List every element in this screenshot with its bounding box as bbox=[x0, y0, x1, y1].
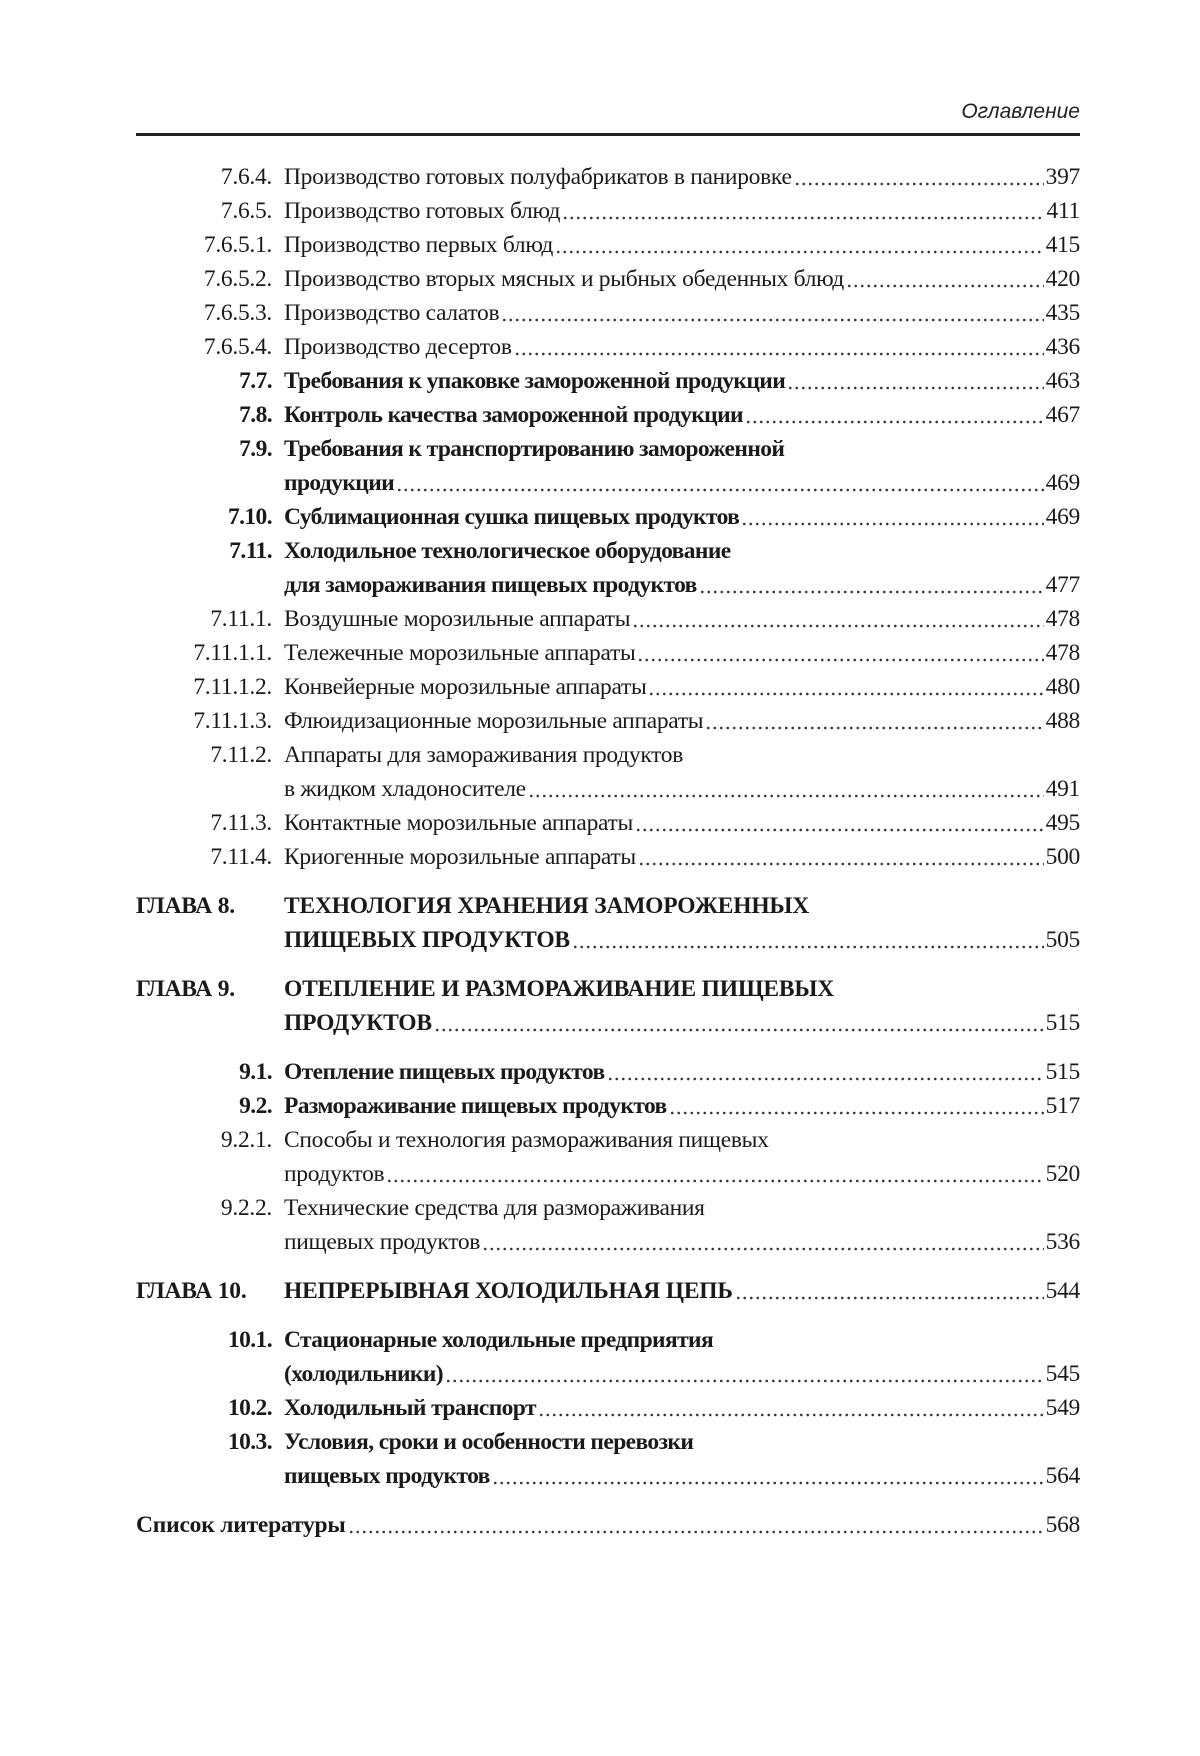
toc-entry bbox=[136, 1123, 1080, 1191]
toc-entry-number: 7.11.2. bbox=[136, 738, 272, 806]
toc-entry bbox=[136, 1089, 1080, 1123]
toc-entry-page: 545 bbox=[1046, 1357, 1080, 1391]
toc-entry-title: Производство первых блюд bbox=[284, 228, 553, 262]
dot-leader bbox=[514, 346, 1044, 356]
toc-entry-title: НЕПРЕРЫВНАЯ ХОЛОДИЛЬНАЯ ЦЕПЬ bbox=[284, 1274, 733, 1308]
dot-leader bbox=[572, 939, 1044, 949]
toc-entry-title: Условия, сроки и особенности перевозки bbox=[284, 1425, 693, 1459]
toc-entry-title: Воздушные морозильные аппараты bbox=[284, 602, 630, 636]
toc-entry-number: 7.11.3. bbox=[136, 806, 272, 840]
toc-entry-number: 9.2.2. bbox=[136, 1191, 272, 1259]
toc-entry-number: 7.11. bbox=[136, 534, 272, 602]
toc-entry-number: 7.11.4. bbox=[136, 840, 272, 874]
toc-entry-number: 10.3. bbox=[136, 1425, 272, 1493]
toc-entry-title: пищевых продуктов bbox=[284, 1225, 480, 1259]
toc-entry-page: 536 bbox=[1046, 1225, 1080, 1259]
toc-entry-page: 435 bbox=[1046, 296, 1080, 330]
toc-entry-title: Холодильный транспорт bbox=[284, 1391, 536, 1425]
toc-entry-number: 7.11.1.2. bbox=[136, 670, 272, 704]
toc-entry-page: 500 bbox=[1046, 840, 1080, 874]
toc-entry bbox=[136, 1425, 1080, 1493]
toc-entry-title: Производство готовых блюд bbox=[284, 194, 560, 228]
dot-leader bbox=[528, 788, 1044, 798]
dot-leader bbox=[745, 414, 1044, 424]
toc-entry-title: Способы и технология размораживания пищевых bbox=[284, 1123, 769, 1157]
toc-entry bbox=[136, 670, 1080, 704]
dot-leader bbox=[482, 1241, 1044, 1251]
toc-entry-title: Список литературы bbox=[136, 1508, 346, 1542]
dot-leader bbox=[669, 1105, 1044, 1115]
toc-entry-page: 488 bbox=[1046, 704, 1080, 738]
toc-entry bbox=[136, 1055, 1080, 1089]
toc-entry-page: 515 bbox=[1046, 1055, 1080, 1089]
toc-entry-title: Аппараты для замораживания продуктов bbox=[284, 738, 683, 772]
dot-leader bbox=[538, 1407, 1044, 1417]
toc-entry-page: 420 bbox=[1046, 262, 1080, 296]
toc-entry bbox=[136, 194, 1080, 228]
toc-entry-title: продуктов bbox=[284, 1157, 384, 1191]
toc-entry-title: Контроль качества замороженной продукции bbox=[284, 398, 743, 432]
toc-entry-title: (холодильники) bbox=[284, 1357, 443, 1391]
toc-entry-title: Производство вторых мясных и рыбных обеденных блюд bbox=[284, 262, 844, 296]
toc-entry bbox=[136, 500, 1080, 534]
toc-entry-page: 411 bbox=[1047, 194, 1080, 228]
toc-entry bbox=[136, 534, 1080, 602]
toc-entry bbox=[136, 889, 1080, 957]
toc-entry bbox=[136, 432, 1080, 500]
toc-entry-page: 549 bbox=[1046, 1391, 1080, 1425]
toc-entry-page: 478 bbox=[1046, 602, 1080, 636]
toc-entry-title: Размораживание пищевых продуктов bbox=[284, 1089, 667, 1123]
toc-entry-title: Контактные морозильные аппараты bbox=[284, 806, 633, 840]
dot-leader bbox=[637, 652, 1043, 662]
running-head: Оглавление bbox=[136, 100, 1080, 124]
dot-leader bbox=[735, 1290, 1044, 1300]
dot-leader bbox=[434, 1022, 1044, 1032]
toc-entry-page: 436 bbox=[1046, 330, 1080, 364]
toc-entry-number: ГЛАВА 8. bbox=[136, 889, 272, 957]
toc-entry-page: 469 bbox=[1046, 500, 1080, 534]
toc-entry bbox=[136, 330, 1080, 364]
toc-entry-number: 7.8. bbox=[136, 398, 272, 432]
toc-entry-title: Требования к транспортированию замороженной bbox=[284, 432, 784, 466]
toc-entry-page: 478 bbox=[1046, 636, 1080, 670]
dot-leader bbox=[555, 244, 1044, 254]
toc-entry bbox=[136, 1508, 1080, 1542]
toc-entry-number: 7.7. bbox=[136, 364, 272, 398]
toc-entry-number: 7.6.5.4. bbox=[136, 330, 272, 364]
toc-entry-title: Флюидизационные морозильные аппараты bbox=[284, 704, 703, 738]
dot-leader bbox=[386, 1173, 1043, 1183]
toc-entry-number: ГЛАВА 9. bbox=[136, 972, 272, 1040]
dot-leader bbox=[794, 176, 1044, 186]
dot-leader bbox=[787, 380, 1043, 390]
dot-leader bbox=[445, 1373, 1044, 1383]
toc-entry-page: 564 bbox=[1046, 1459, 1080, 1493]
dot-leader bbox=[638, 856, 1044, 866]
toc-entry-number: 10.1. bbox=[136, 1323, 272, 1391]
toc-entry bbox=[136, 296, 1080, 330]
dot-leader bbox=[632, 618, 1043, 628]
toc-entry-title: Холодильное технологическое оборудование bbox=[284, 534, 731, 568]
toc-entry-title: Производство готовых полуфабрикатов в панировке bbox=[284, 160, 792, 194]
toc-entry-title: Криогенные морозильные аппараты bbox=[284, 840, 636, 874]
toc-entry-page: 544 bbox=[1046, 1274, 1080, 1308]
toc-entry bbox=[136, 972, 1080, 1040]
toc-entry-number: 7.11.1.3. bbox=[136, 704, 272, 738]
toc-entry-title: Конвейерные морозильные аппараты bbox=[284, 670, 646, 704]
dot-leader bbox=[562, 210, 1044, 220]
table-of-contents bbox=[136, 160, 1080, 1542]
toc-entry-title: Технические средства для размораживания bbox=[284, 1191, 705, 1225]
dot-leader bbox=[492, 1475, 1044, 1485]
dot-leader bbox=[607, 1071, 1044, 1081]
dot-leader bbox=[501, 312, 1043, 322]
dot-leader bbox=[846, 278, 1044, 288]
toc-entry-title: Отепление пищевых продуктов bbox=[284, 1055, 605, 1089]
dot-leader bbox=[741, 516, 1043, 526]
toc-entry-title: ПИЩЕВЫХ ПРОДУКТОВ bbox=[284, 923, 570, 957]
toc-entry-number: 10.2. bbox=[136, 1391, 272, 1425]
toc-entry-number: ГЛАВА 10. bbox=[136, 1274, 272, 1308]
toc-entry-number: 7.11.1. bbox=[136, 602, 272, 636]
toc-entry-number: 7.10. bbox=[136, 500, 272, 534]
toc-entry bbox=[136, 1191, 1080, 1259]
toc-entry-page: 415 bbox=[1046, 228, 1080, 262]
toc-entry bbox=[136, 704, 1080, 738]
toc-entry bbox=[136, 1323, 1080, 1391]
toc-entry bbox=[136, 602, 1080, 636]
toc-entry-number: 7.6.5.3. bbox=[136, 296, 272, 330]
toc-entry bbox=[136, 840, 1080, 874]
toc-entry-page: 505 bbox=[1046, 923, 1080, 957]
toc-entry-number: 7.6.5.1. bbox=[136, 228, 272, 262]
dot-leader bbox=[348, 1524, 1044, 1534]
toc-entry bbox=[136, 160, 1080, 194]
toc-entry-number: 7.6.4. bbox=[136, 160, 272, 194]
toc-entry-number: 7.6.5. bbox=[136, 194, 272, 228]
toc-entry-title: ТЕХНОЛОГИЯ ХРАНЕНИЯ ЗАМОРОЖЕННЫХ bbox=[284, 889, 809, 923]
toc-entry-page: 480 bbox=[1046, 670, 1080, 704]
toc-entry bbox=[136, 228, 1080, 262]
dot-leader bbox=[635, 822, 1044, 832]
toc-entry bbox=[136, 364, 1080, 398]
toc-entry-page: 491 bbox=[1046, 772, 1080, 806]
toc-entry-title: пищевых продуктов bbox=[284, 1459, 490, 1493]
toc-entry-title: Стационарные холодильные предприятия bbox=[284, 1323, 713, 1357]
toc-entry-page: 397 bbox=[1046, 160, 1080, 194]
toc-entry-number: 9.1. bbox=[136, 1055, 272, 1089]
toc-entry-number: 7.11.1.1. bbox=[136, 636, 272, 670]
toc-entry-page: 467 bbox=[1046, 398, 1080, 432]
toc-entry-page: 520 bbox=[1046, 1157, 1080, 1191]
toc-entry-page: 469 bbox=[1046, 466, 1080, 500]
dot-leader bbox=[705, 720, 1043, 730]
toc-entry-number: 7.6.5.2. bbox=[136, 262, 272, 296]
toc-entry bbox=[136, 398, 1080, 432]
toc-entry-number: 9.2.1. bbox=[136, 1123, 272, 1191]
toc-entry bbox=[136, 1274, 1080, 1308]
toc-entry-title: Тележечные морозильные аппараты bbox=[284, 636, 635, 670]
header-rule bbox=[136, 133, 1080, 136]
toc-entry-number: 9.2. bbox=[136, 1089, 272, 1123]
toc-entry-page: 463 bbox=[1046, 364, 1080, 398]
toc-entry-page: 515 bbox=[1046, 1006, 1080, 1040]
toc-entry-page: 517 bbox=[1046, 1089, 1080, 1123]
toc-entry-page: 568 bbox=[1046, 1508, 1080, 1542]
toc-entry-title: для замораживания пищевых продуктов bbox=[284, 568, 697, 602]
toc-entry-title: Сублимационная сушка пищевых продуктов bbox=[284, 500, 739, 534]
toc-entry-number: 7.9. bbox=[136, 432, 272, 500]
toc-entry-title: продукции bbox=[284, 466, 394, 500]
toc-entry-title: Производство десертов bbox=[284, 330, 512, 364]
toc-entry-title: в жидком хладоносителе bbox=[284, 772, 526, 806]
dot-leader bbox=[396, 482, 1044, 492]
toc-entry-title: ОТЕПЛЕНИЕ И РАЗМОРАЖИВАНИЕ ПИЩЕВЫХ bbox=[284, 972, 834, 1006]
toc-entry-page: 495 bbox=[1046, 806, 1080, 840]
dot-leader bbox=[648, 686, 1043, 696]
toc-entry-title: Требования к упаковке замороженной продукции bbox=[284, 364, 785, 398]
toc-entry-title: Производство салатов bbox=[284, 296, 499, 330]
toc-entry-page: 477 bbox=[1046, 568, 1080, 602]
toc-entry-title: ПРОДУКТОВ bbox=[284, 1006, 432, 1040]
toc-entry bbox=[136, 738, 1080, 806]
toc-entry bbox=[136, 262, 1080, 296]
toc-entry bbox=[136, 1391, 1080, 1425]
toc-entry bbox=[136, 636, 1080, 670]
toc-entry bbox=[136, 806, 1080, 840]
dot-leader bbox=[699, 584, 1044, 594]
